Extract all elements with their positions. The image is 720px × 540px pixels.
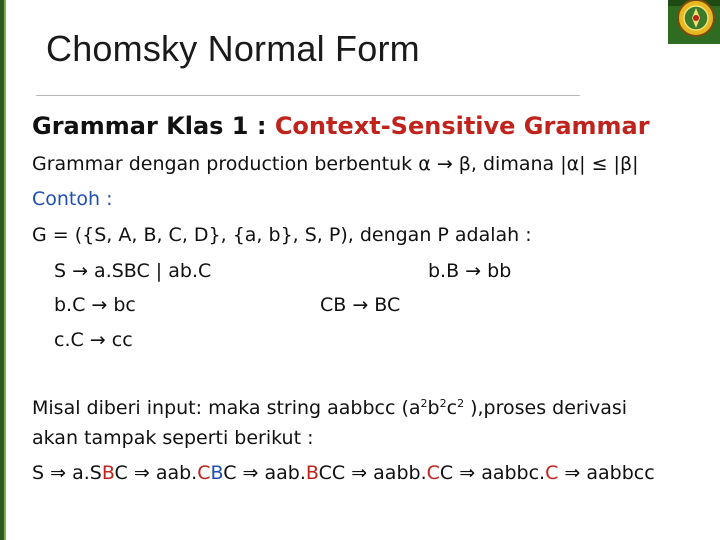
step1-post: C <box>114 462 128 484</box>
example-line-1 <box>32 397 627 419</box>
rule-2: b.B → bb <box>428 260 512 282</box>
exponent-c: 2 <box>457 397 465 410</box>
step2-highlight-c: C <box>197 462 211 484</box>
example-text-end: ),proses derivasi <box>464 397 628 419</box>
dimana-text: , dimana <box>470 153 555 175</box>
exponent-b: 2 <box>439 397 447 410</box>
beta-symbol: β <box>458 153 471 175</box>
step3-highlight: B <box>305 462 319 484</box>
step1-highlight: B <box>101 462 115 484</box>
step5-pre: aabbc. <box>481 462 546 484</box>
step4-post: C <box>439 462 454 484</box>
rule-3: b.C → bc <box>54 294 136 316</box>
example-b: b <box>427 397 440 419</box>
section-heading <box>32 112 650 140</box>
rule-5: c.C → cc <box>54 329 133 351</box>
derivation-start: S <box>32 462 45 484</box>
derivation-step-4 <box>373 462 453 484</box>
derivation-step-1 <box>72 462 128 484</box>
example-c: c <box>446 397 458 419</box>
example-line-2: akan tampak seperti berikut : <box>32 427 314 449</box>
step2-highlight-b: B <box>210 462 224 484</box>
derivation-step-2 <box>156 462 237 484</box>
alpha-symbol: α <box>418 153 431 175</box>
slide-title: Chomsky Normal Form <box>46 28 420 69</box>
derivation-arrow: ⇒ <box>242 462 259 484</box>
length-condition: |α| ≤ |β| <box>560 153 639 175</box>
heading-prefix: Grammar Klas 1 : <box>32 112 275 140</box>
step5-highlight: C <box>545 462 559 484</box>
definition-text: Grammar dengan production berbentuk <box>32 153 413 175</box>
step1-pre: a.S <box>72 462 102 484</box>
derivation-step-5 <box>481 462 558 484</box>
step3-post: CC <box>318 462 346 484</box>
heading-highlight: Context-Sensitive Grammar <box>274 112 650 140</box>
derivation-arrow: ⇒ <box>459 462 476 484</box>
step4-highlight: C <box>426 462 440 484</box>
step4-pre: aabb. <box>373 462 427 484</box>
rule-1: S → a.SBC | ab.C <box>54 260 212 282</box>
step3-pre: aab. <box>264 462 306 484</box>
example-text-start: Misal diberi input: maka string aabbcc (a <box>32 397 421 419</box>
arrow-symbol: → <box>436 153 453 175</box>
definition-line <box>32 153 639 175</box>
derivation-line <box>32 462 655 484</box>
grammar-definition: G = ({S, A, B, C, D}, {a, b}, S, P), dengan P adalah : <box>32 224 532 246</box>
derivation-arrow: ⇒ <box>564 462 581 484</box>
derivation-result: aabbcc <box>586 462 655 484</box>
derivation-arrow: ⇒ <box>351 462 368 484</box>
rule-4: CB → BC <box>320 294 401 316</box>
derivation-step-3 <box>265 462 346 484</box>
exponent-a: 2 <box>420 397 428 410</box>
derivation-arrow: ⇒ <box>133 462 150 484</box>
derivation-arrow: ⇒ <box>50 462 67 484</box>
step2-pre: aab. <box>155 462 198 484</box>
step2-post: C <box>223 462 237 484</box>
contoh-label: Contoh : <box>32 188 113 210</box>
title-divider <box>36 95 580 96</box>
university-seal-logo <box>676 0 716 38</box>
left-edge-highlight <box>4 0 6 540</box>
